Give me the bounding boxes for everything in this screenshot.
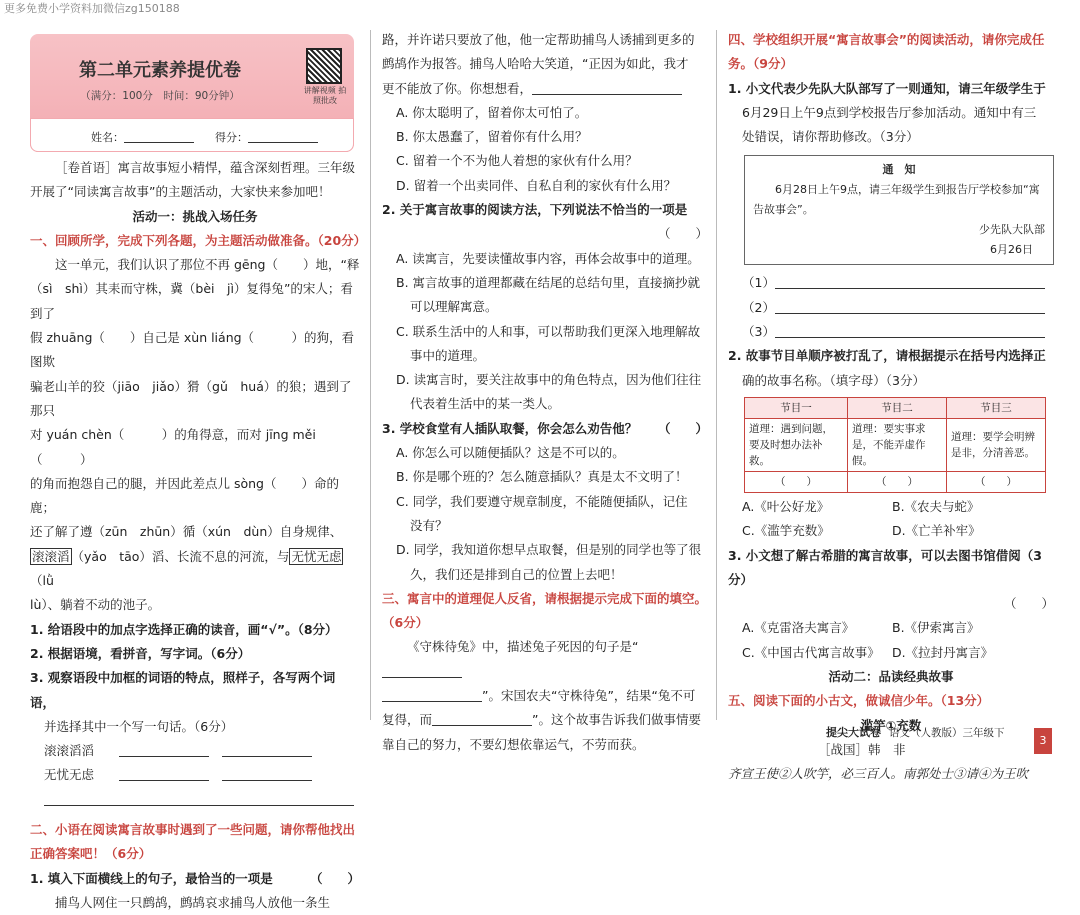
qr-caption: 讲解视频 拍照批改 bbox=[303, 86, 347, 105]
option[interactable]: C. 同学，我们要遵守规章制度，不能随便插队，记住 bbox=[396, 493, 688, 509]
table-header: 节目一 bbox=[745, 397, 848, 418]
option[interactable]: A. 你怎么可以随便插队？这是不可以的。 bbox=[396, 445, 625, 461]
story-line: 更不能放了你。你想想看， bbox=[382, 77, 708, 101]
fill-line: 靠自己的努力，不要幻想依靠运气，不劳而获。 bbox=[382, 736, 645, 752]
footer-brand: 提尖大试卷 bbox=[826, 726, 881, 739]
option[interactable]: B. 寓言故事的道理都藏在结尾的总结句里，直接摘抄就 bbox=[396, 274, 701, 290]
fill-line: ”。宋国农夫“守株待兔”，结果“兔不可 bbox=[382, 684, 708, 708]
option-row bbox=[742, 495, 1054, 519]
exam-title: 第二单元素养提优卷 bbox=[79, 60, 241, 81]
notice-body: 告故事会”。 bbox=[753, 203, 814, 217]
table-cell: 道理：要学会明辨是非，分清善恶。 bbox=[947, 418, 1046, 471]
section-1-heading: 一、回顾所学，完成下列各题，为主题活动做准备。（20分） bbox=[30, 232, 367, 248]
option-row bbox=[742, 641, 1054, 665]
section-4-heading: 四、学校组织开展“寓言故事会”的阅读活动，请你完成任 bbox=[728, 32, 1045, 47]
section-2-heading: 二、小语在阅读寓言故事时遇到了一些问题，请你帮他找出 bbox=[30, 822, 356, 838]
section-2-heading-cont: 正确答案吧！（6分） bbox=[30, 846, 152, 862]
word-row: 滚滚滔滔 bbox=[30, 739, 360, 763]
option[interactable]: C.《滥竽充数》 bbox=[742, 523, 830, 539]
passage-line: 骗老山羊的狡（jiāo jiǎo）猾（gǔ huá）的狼；遇到了那只 bbox=[30, 378, 352, 418]
answer-blank[interactable] bbox=[222, 742, 312, 757]
answer-blank[interactable] bbox=[119, 742, 209, 757]
story-line: 鹧鸪作为报答。捕鸟人哈哈大笑道，“正因为如此，我才 bbox=[382, 56, 689, 72]
notice-title: 通 知 bbox=[882, 163, 916, 177]
poem-line: 齐宣王使②人吹竽，必三百人。南郭处士③请④为王吹 bbox=[728, 766, 1029, 782]
table-answer[interactable]: （ ） bbox=[745, 471, 848, 492]
answer-blank[interactable] bbox=[119, 766, 209, 781]
column-1 bbox=[30, 28, 367, 915]
option[interactable]: B. 你是哪个班的？怎么随意插队？真是太不文明了！ bbox=[396, 469, 688, 485]
sentence-blank[interactable] bbox=[44, 791, 354, 806]
question-2-1: 1. 填入下面横线上的句子，最恰当的一项是 （ ） bbox=[30, 870, 360, 886]
passage-line: lù）、躺着不动的池子。 bbox=[30, 597, 161, 613]
page-footer bbox=[826, 724, 1005, 740]
notice-body: 6月28日上午9点，请三年级学生到报告厅学校参加“寓 bbox=[775, 183, 1040, 197]
option[interactable]: A. 读寓言，先要读懂故事内容，再体会故事中的道理。 bbox=[396, 250, 700, 266]
answer-blank[interactable] bbox=[382, 663, 462, 678]
answer-blank[interactable] bbox=[775, 323, 1045, 338]
story-line: 捕鸟人网住一只鹧鸪，鹧鸪哀求捕鸟人放他一条生 bbox=[55, 894, 331, 910]
name-label: 姓名： bbox=[91, 131, 124, 144]
answer-blank[interactable] bbox=[222, 766, 312, 781]
option[interactable]: D.《拉封丹寓言》 bbox=[892, 644, 994, 660]
score-label: 得分： bbox=[215, 131, 248, 144]
question-4-1: 1. 小文代表少先队大队部写了一则通知，请三年级学生于 bbox=[728, 80, 1046, 96]
option[interactable]: B.《伊索寓言》 bbox=[892, 620, 980, 636]
option[interactable]: D. 留着一个出卖同伴、自私自利的家伙有什么用？ bbox=[396, 177, 677, 193]
table-header: 节目二 bbox=[848, 397, 947, 418]
option-row bbox=[742, 519, 1054, 543]
question-4-2: 2. 故事节目单顺序被打乱了，请根据提示在括号内选择正 bbox=[728, 348, 1046, 364]
passage-line: 对 yuán chèn（ ）的角得意，而对 jīng měi（ ） bbox=[30, 427, 316, 467]
fix-line: （2） bbox=[728, 296, 1054, 320]
poem-title: 滥竽①充数 bbox=[860, 717, 922, 733]
answer-paren[interactable]: （ ） bbox=[1003, 596, 1054, 612]
passage-line: 这一单元，我们认识了那位不再 gēng（ ）地，“释 bbox=[55, 257, 360, 273]
story-line: 路，并许诺只要放了他，他一定帮助捕鸟人诱捕到更多的 bbox=[382, 32, 695, 47]
answer-blank[interactable] bbox=[382, 687, 482, 702]
option[interactable]: A.《叶公好龙》 bbox=[742, 498, 830, 514]
fix-line: （1） bbox=[728, 271, 1054, 295]
program-table bbox=[744, 397, 1046, 493]
word-row: 无忧无虑 bbox=[30, 763, 360, 787]
sentence-row bbox=[30, 788, 360, 812]
section-5-heading: 五、阅读下面的小古文，做诚信少年。（13分） bbox=[728, 693, 990, 709]
option[interactable]: D. 读寓言时，要关注故事中的角色特点，因为他们往往 bbox=[396, 372, 702, 388]
table-answer[interactable]: （ ） bbox=[947, 471, 1046, 492]
watermark: 更多免费小学资料加微信zg150188 bbox=[4, 2, 180, 15]
passage-line: （sì shì）其耒而守株，冀（bèi jì）复得兔”的宋人；看到了 bbox=[30, 281, 353, 321]
activity-1-title: 活动一：挑战入场任务 bbox=[132, 208, 258, 224]
question-4-3: 3. 小文想了解古希腊的寓言故事，可以去图书馆借阅（3分） bbox=[728, 547, 1042, 587]
table-header: 节目三 bbox=[947, 397, 1046, 418]
notice-box bbox=[744, 155, 1054, 265]
notice-signature: 少先队大队部 bbox=[979, 223, 1045, 237]
fill-line: 《守株待兔》中，描述兔子死因的句子是“ bbox=[382, 635, 708, 684]
answer-paren[interactable]: （ ） bbox=[657, 226, 708, 242]
option[interactable]: B.《农夫与蛇》 bbox=[892, 498, 980, 514]
answer-blank[interactable] bbox=[775, 274, 1045, 289]
boxed-word: 滚滚滔 bbox=[32, 548, 70, 564]
option[interactable]: A. 你太聪明了，留着你太可怕了。 bbox=[396, 104, 588, 120]
answer-blank[interactable] bbox=[775, 299, 1045, 314]
section-4-heading-cont: 务。（9分） bbox=[728, 56, 793, 72]
page-number: 3 bbox=[1034, 728, 1052, 754]
exam-header bbox=[30, 34, 354, 152]
option[interactable]: C.《中国古代寓言故事》 bbox=[742, 644, 880, 660]
column-divider bbox=[370, 30, 371, 720]
name-field[interactable] bbox=[124, 128, 194, 143]
boxed-word: 无忧无虑 bbox=[291, 548, 342, 564]
table-cell: 道理：遇到问题，要及时想办法补救。 bbox=[745, 418, 848, 471]
option-cont: 代表着生活中的某一类人。 bbox=[410, 396, 561, 412]
passage-line: 还了解了遵（zūn zhūn）循（xún dùn）自身规律、 bbox=[30, 524, 343, 540]
poem-author: ［战国］韩 非 bbox=[818, 741, 906, 757]
notice-date: 6月26日 bbox=[990, 243, 1033, 257]
question-2-3: 3. 学校食堂有人插队取餐，你会怎么劝告他？ （ ） bbox=[382, 420, 708, 436]
passage-line: 假 zhuāng（ ）自己是 xùn liáng（ ）的狗，看图欺 bbox=[30, 330, 355, 370]
question-3-cont: 并选择其中一个写一句话。（6分） bbox=[44, 718, 234, 734]
option[interactable]: D. 同学，我知道你想早点取餐，但是别的同学也等了很 bbox=[396, 542, 702, 558]
option-cont: 事中的道理。 bbox=[410, 347, 486, 363]
option[interactable]: A.《克雷洛夫寓言》 bbox=[742, 620, 855, 636]
table-cell: 道理：要实事求是，不能弄虚作假。 bbox=[848, 418, 947, 471]
question-2: 2. 根据语境，看拼音，写字词。（6分） bbox=[30, 645, 251, 661]
option-row bbox=[742, 616, 1054, 640]
footer-subject: 语文（人教版）三年级下 bbox=[889, 727, 1005, 739]
intro-line-2: 开展了“同读寓言故事”的主题活动，大家快来参加吧！ bbox=[30, 184, 331, 200]
option[interactable]: B. 你太愚蠢了，留着你有什么用？ bbox=[396, 129, 588, 145]
answer-blank[interactable] bbox=[532, 80, 682, 95]
question-3: 3. 观察语段中加框的词语的特点，照样子，各写两个词语， bbox=[30, 670, 336, 710]
qr-code-icon[interactable] bbox=[306, 48, 342, 84]
question-4-2-cont: 确的故事名称。（填字母）（3分） bbox=[742, 372, 925, 388]
question-4-1-cont: 处错误，请你帮助修改。（3分） bbox=[742, 129, 919, 145]
fix-line: （3） bbox=[728, 320, 1054, 344]
intro-line-1: ［卷首语］寓言故事短小精悍，蕴含深刻哲理。三年级 bbox=[55, 160, 356, 175]
option-cont: 可以理解寓意。 bbox=[410, 299, 498, 315]
option[interactable]: C. 联系生活中的人和事，可以帮助我们更深入地理解故 bbox=[396, 323, 701, 339]
exam-subtitle: （满分：100分 时间：90分钟） bbox=[80, 90, 240, 102]
option[interactable]: D.《亡羊补牢》 bbox=[892, 523, 981, 539]
column-3 bbox=[728, 28, 1054, 787]
fill-line: 复得，而 ”。这个故事告诉我们做事情要 bbox=[382, 712, 701, 728]
activity-2-title: 活动二：品读经典故事 bbox=[828, 669, 954, 685]
question-1: 1. 给语段中的加点字选择正确的读音，画“√”。（8分） bbox=[30, 621, 338, 637]
option-cont: 久，我们还是排到自己的位置上去吧！ bbox=[410, 566, 623, 582]
option[interactable]: C. 留着一个不为他人着想的家伙有什么用？ bbox=[396, 153, 638, 169]
question-4-1-cont: 6月29日上午9点到学校报告厅参加活动。通知中有三 bbox=[742, 104, 1037, 120]
section-3-heading-cont: （6分） bbox=[382, 615, 429, 631]
column-divider bbox=[716, 30, 717, 720]
option-cont: 没有？ bbox=[410, 517, 448, 533]
answer-blank[interactable] bbox=[432, 711, 532, 726]
name-score-bar bbox=[30, 118, 354, 152]
passage-line: 滚滚滔 （yǎo tāo）滔、长流不息的河流，与 无忧无虑（lǜ bbox=[30, 548, 342, 589]
question-2-2: 2. 关于寓言故事的阅读方法，下列说法不恰当的一项是 bbox=[382, 202, 688, 218]
passage-line: 的角而抱怨自己的腿，并因此差点儿 sòng（ ）命的鹿； bbox=[30, 475, 339, 516]
section-3-heading: 三、寓言中的道理促人反省，请根据提示完成下面的填空。 bbox=[382, 590, 708, 606]
column-2 bbox=[382, 28, 708, 757]
table-answer[interactable]: （ ） bbox=[848, 471, 947, 492]
score-field[interactable] bbox=[248, 128, 318, 143]
